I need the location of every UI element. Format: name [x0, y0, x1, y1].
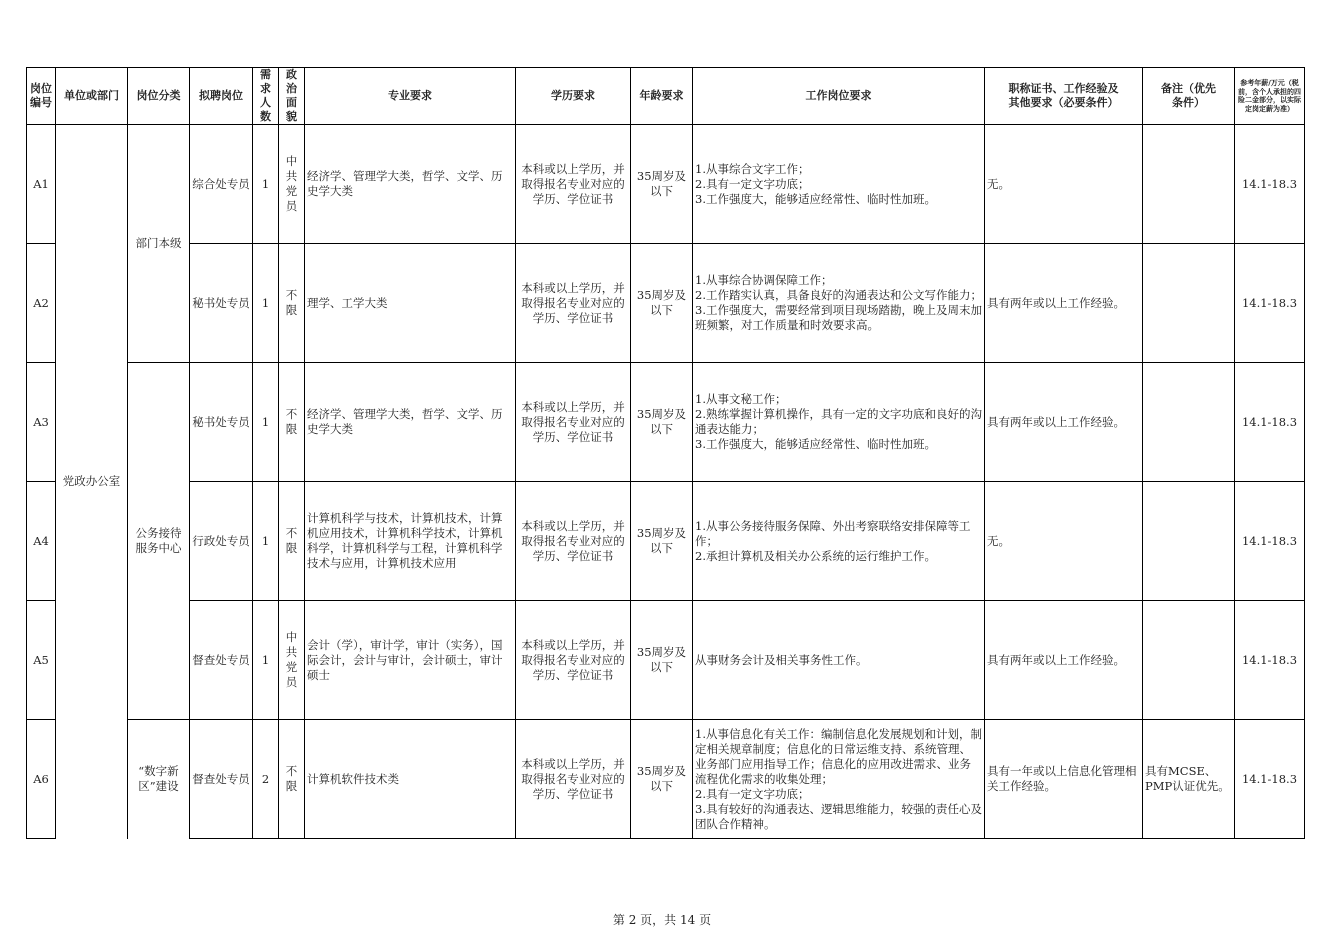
cell-major: 经济学、管理学大类，哲学、文学、历史学大类 — [305, 125, 516, 244]
col-header-education: 学历要求 — [516, 68, 631, 125]
duty-line: 1.从事公务接待服务保障、外出考察联络安排保障等工作； — [695, 518, 971, 548]
cell-id: A6 — [27, 720, 56, 839]
cell-salary: 14.1-18.3 — [1235, 720, 1305, 839]
category-label-cut: “数字新区”建设 — [138, 764, 179, 794]
cell-duty — [693, 720, 985, 839]
cell-id: A1 — [27, 125, 56, 244]
cell-id: A4 — [27, 482, 56, 601]
col-header-position: 拟聘岗位 — [190, 68, 253, 125]
cell-category: 公务接待服务中心 — [128, 363, 190, 720]
cell-cert: 具有两年或以上工作经验。 — [985, 601, 1143, 720]
cell-note: 具有MCSE、PMP认证优先。 — [1143, 720, 1235, 839]
duty-line: 1.从事综合协调保障工作； — [695, 273, 833, 287]
cell-position: 秘书处专员 — [190, 363, 253, 482]
col-header-note: 备注（优先条件） — [1143, 68, 1235, 125]
cell-age: 35周岁及以下 — [631, 482, 693, 601]
cell-education: 本科或以上学历，并取得报名专业对应的学历、学位证书 — [516, 363, 631, 482]
cell-major: 计算机科学与技术，计算机技术，计算机应用技术，计算机科学技术，计算机科学，计算机科学与工程，计算机科学技术与应用，计算机技术应用 — [305, 482, 516, 601]
cell-age: 35周岁及以下 — [631, 244, 693, 363]
cell-education: 本科或以上学历，并取得报名专业对应的学历、学位证书 — [516, 482, 631, 601]
cell-salary: 14.1-18.3 — [1235, 125, 1305, 244]
cell-age: 35周岁及以下 — [631, 601, 693, 720]
cell-politics: 不限 — [279, 720, 305, 839]
cell-duty — [693, 601, 985, 720]
table-row — [27, 363, 1305, 482]
cell-major: 会计（学），审计学，审计（实务），国际会计，会计与审计，会计硕士，审计硕士 — [305, 601, 516, 720]
duty-line: 3.工作强度大，能够适应经常性、临时性加班。 — [695, 437, 936, 451]
col-header-count: 需求人数 — [253, 68, 279, 125]
cell-education: 本科或以上学历，并取得报名专业对应的学历、学位证书 — [516, 125, 631, 244]
cell-position: 督查处专员 — [190, 720, 253, 839]
duty-line: 1.从事综合文字工作； — [695, 161, 810, 176]
cell-note — [1143, 363, 1235, 482]
duty-line: 3.工作强度大，需要经常到项目现场踏勘，晚上及周末加班频繁，对工作质量和时效要求高。 — [695, 303, 982, 332]
cell-politics: 不限 — [279, 363, 305, 482]
col-header-major: 专业要求 — [305, 68, 516, 125]
table-row — [27, 720, 1305, 839]
cell-position: 督查处专员 — [190, 601, 253, 720]
cell-note — [1143, 482, 1235, 601]
cell-education: 本科或以上学历，并取得报名专业对应的学历、学位证书 — [516, 720, 631, 839]
duty-line: 从事财务会计及相关事务性工作。 — [695, 652, 868, 667]
col-header-politics: 政治面貌 — [279, 68, 305, 125]
table-row — [27, 601, 1305, 720]
cell-salary: 14.1-18.3 — [1235, 363, 1305, 482]
table-row — [27, 482, 1305, 601]
col-header-age: 年龄要求 — [631, 68, 693, 125]
duty-line: 2.工作踏实认真，具备良好的沟通表达和公文写作能力； — [695, 288, 982, 302]
cell-duty — [693, 482, 985, 601]
cell-count: 1 — [253, 125, 279, 244]
cell-position: 秘书处专员 — [190, 244, 253, 363]
cell-major: 计算机软件技术类 — [305, 720, 516, 839]
table-row — [27, 244, 1305, 363]
cell-note — [1143, 601, 1235, 720]
duty-line: 2.熟练掌握计算机操作，具有一定的文字功底和良好的沟通表达能力； — [695, 407, 982, 436]
cell-position: 行政处专员 — [190, 482, 253, 601]
cell-politics: 不限 — [279, 482, 305, 601]
cell-note — [1143, 244, 1235, 363]
duty-line: 3.工作强度大，能够适应经常性、临时性加班。 — [695, 191, 936, 206]
col-header-cert: 职称证书、工作经验及其他要求（必要条件） — [985, 68, 1143, 125]
duty-line: 2.承担计算机及相关办公系统的运行维护工作。 — [695, 548, 936, 563]
cell-id: A5 — [27, 601, 56, 720]
table-row — [27, 125, 1305, 244]
cell-salary: 14.1-18.3 — [1235, 601, 1305, 720]
duty-line: 2.具有一定文字功底； — [695, 786, 810, 801]
cell-cert: 无。 — [985, 482, 1143, 601]
col-header-duty: 工作岗位要求 — [693, 68, 985, 125]
cell-salary: 14.1-18.3 — [1235, 482, 1305, 601]
cell-duty — [693, 363, 985, 482]
cell-education: 本科或以上学历，并取得报名专业对应的学历、学位证书 — [516, 244, 631, 363]
cell-category: 部门本级 — [128, 125, 190, 363]
cell-cert: 具有两年或以上工作经验。 — [985, 363, 1143, 482]
page-footer: 第 2 页，共 14 页 — [612, 913, 712, 927]
cell-note — [1143, 125, 1235, 244]
duty-line: 1.从事信息化有关工作：编制信息化发展规划和计划，制定相关规章制度；信息化的日常运维支持、系统管理、业务部门应用指导工作；信息化的应用改进需求、业务流程优化需求的收集处理； — [695, 726, 982, 786]
cell-position: 综合处专员 — [190, 125, 253, 244]
cell-category — [128, 720, 190, 839]
cell-unit: 党政办公室 — [56, 125, 128, 839]
cell-count: 1 — [253, 244, 279, 363]
cell-major: 经济学、管理学大类，哲学、文学、历史学大类 — [305, 363, 516, 482]
cell-duty — [693, 244, 985, 363]
cell-cert: 具有一年或以上信息化管理相关工作经验。 — [985, 720, 1143, 839]
cell-major: 理学、工学大类 — [305, 244, 516, 363]
cell-cert: 具有两年或以上工作经验。 — [985, 244, 1143, 363]
header-row — [27, 68, 1305, 125]
cell-politics: 不限 — [279, 244, 305, 363]
cell-id: A3 — [27, 363, 56, 482]
cell-education: 本科或以上学历，并取得报名专业对应的学历、学位证书 — [516, 601, 631, 720]
duty-line: 2.具有一定文字功底； — [695, 176, 810, 191]
cell-count: 1 — [253, 601, 279, 720]
cell-age: 35周岁及以下 — [631, 125, 693, 244]
cell-salary: 14.1-18.3 — [1235, 244, 1305, 363]
cell-duty — [693, 125, 985, 244]
col-header-salary: 参考年薪/万元（税前，含个人承担的四险二金部分，以实际定岗定薪为准） — [1235, 68, 1305, 125]
col-header-id: 岗位编号 — [27, 68, 56, 125]
duty-line: 3.具有较好的沟通表达、逻辑思维能力，较强的责任心及团队合作精神。 — [695, 801, 982, 831]
cell-cert: 无。 — [985, 125, 1143, 244]
cell-count: 1 — [253, 363, 279, 482]
cell-politics: 中共党员 — [279, 125, 305, 244]
cell-id: A2 — [27, 244, 56, 363]
col-header-category: 岗位分类 — [128, 68, 190, 125]
cell-age: 35周岁及以下 — [631, 363, 693, 482]
col-header-unit: 单位或部门 — [56, 68, 128, 125]
recruitment-table — [26, 67, 1305, 839]
cell-age: 35周岁及以下 — [631, 720, 693, 839]
cell-politics: 中共党员 — [279, 601, 305, 720]
cell-count: 1 — [253, 482, 279, 601]
cell-count: 2 — [253, 720, 279, 839]
duty-line: 1.从事文秘工作； — [695, 392, 787, 406]
